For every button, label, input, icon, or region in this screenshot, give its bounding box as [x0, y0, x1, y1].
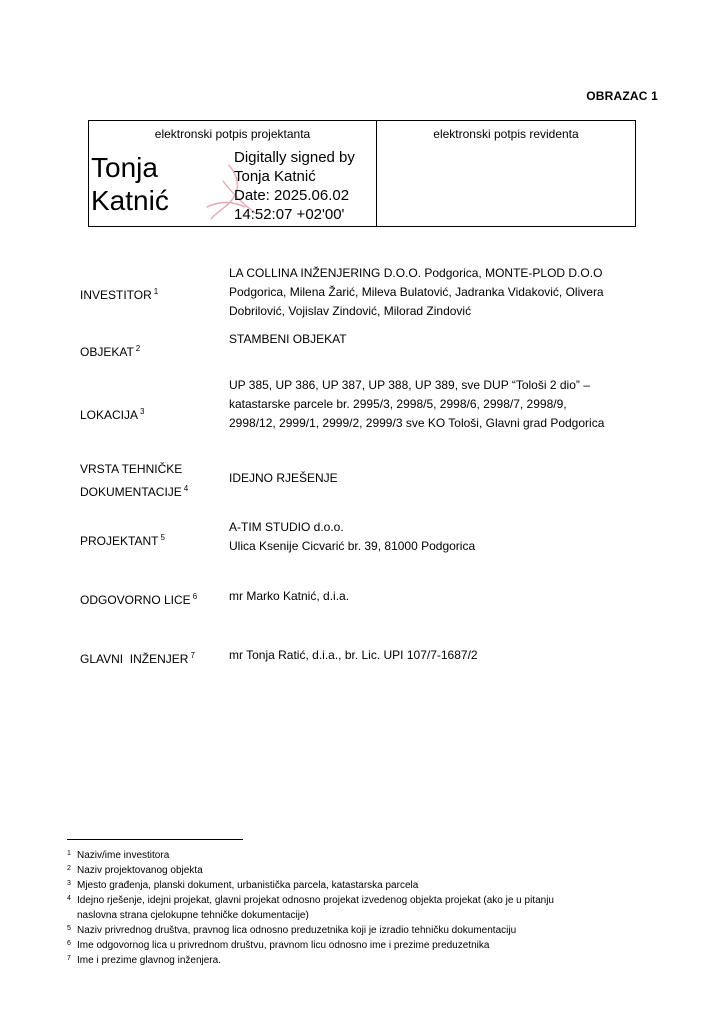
footnote-line: Mjesto građenja, planski dokument, urbanistička parcela, katastarska parcela — [77, 880, 419, 891]
value-line: Podgorica, Milena Žarić, Mileva Bulatović, Jadranka Vidaković, Olivera — [229, 285, 604, 299]
footnote-text — [77, 878, 647, 893]
footnote-item — [67, 953, 647, 968]
reviewer-signature-caption: elektronski potpis revidenta — [433, 127, 579, 141]
value-line: Dobrilović, Vojislav Zindović, Milorad Zindović — [229, 304, 472, 318]
reviewer-signature-cell — [377, 121, 635, 226]
field-value-odgovorno-lice — [229, 587, 649, 606]
footnote-number: 4 — [67, 895, 71, 902]
footnote-line: Naziv projektovanog objekta — [77, 865, 203, 876]
field-value-projektant — [229, 518, 649, 556]
signature-table — [88, 120, 636, 227]
label-text: INVESTITOR — [80, 288, 152, 302]
footnote-text — [77, 893, 647, 923]
signed-by-name: Tonja Katnić — [234, 168, 316, 185]
footnote-separator — [67, 839, 243, 840]
footnote-ref: 3 — [140, 407, 145, 416]
field-value-investitor — [229, 264, 649, 321]
signer-last-name: Katnić — [91, 185, 169, 216]
value-line: IDEJNO RJEŠENJE — [229, 471, 338, 485]
value-line: LA COLLINA INŽENJERING D.O.O. Podgorica, MONTE-PLOD D.O.O — [229, 266, 603, 280]
footnote-number: 5 — [67, 925, 71, 932]
field-value-objekat — [229, 330, 649, 349]
field-label-projektant — [80, 528, 165, 551]
footnote-line: Idejno rješenje, idejni projekat, glavni projekat odnosno projekat izvedenog objekta projekat (ako je u pitanju — [77, 895, 554, 906]
footnote-number: 3 — [67, 880, 71, 887]
field-value-vrsta-dokumentacije — [229, 469, 649, 488]
footnote-ref: 5 — [160, 533, 165, 542]
footnotes — [67, 848, 647, 968]
footnote-item — [67, 938, 647, 953]
footnote-number: 1 — [67, 850, 71, 857]
signer-first-name: Tonja — [91, 152, 158, 183]
field-value-lokacija — [229, 376, 649, 433]
signature-details — [234, 148, 355, 224]
footnote-text — [77, 848, 647, 863]
label-text: DOKUMENTACIJE — [80, 485, 182, 499]
field-label-glavni-inzenjer — [80, 646, 195, 669]
field-label-odgovorno-lice — [80, 587, 197, 610]
footnote-item — [67, 893, 647, 923]
footnote-ref: 6 — [192, 592, 198, 601]
label-text: OBJEKAT — [80, 345, 134, 359]
field-label-vrsta-dokumentacije — [80, 460, 188, 502]
footnote-text — [77, 938, 647, 953]
field-label-lokacija — [80, 402, 144, 425]
signed-by-line: Digitally signed by — [234, 149, 355, 166]
footnote-number: 6 — [67, 940, 71, 947]
footnote-line: Naziv/ime investitora — [77, 850, 170, 861]
label-text: LOKACIJA — [80, 408, 139, 422]
footnote-number: 2 — [67, 865, 71, 872]
value-line: mr Marko Katnić, d.i.a. — [229, 589, 350, 603]
label-text: PROJEKTANT — [80, 534, 159, 548]
footnote-line: Ime i prezime glavnog inženjera. — [77, 955, 221, 966]
value-line: A-TIM STUDIO d.o.o. — [229, 520, 344, 534]
value-line: mr Tonja Ratić, d.i.a., br. Lic. UPI 107/7-1687/2 — [229, 648, 478, 662]
form-label: OBRAZAC 1 — [586, 89, 658, 103]
footnote-text — [77, 953, 647, 968]
field-label-objekat — [80, 339, 140, 362]
footnote-ref: 7 — [190, 651, 195, 660]
footnote-ref: 4 — [183, 484, 189, 493]
footnote-ref: 2 — [135, 344, 141, 353]
footnote-number: 7 — [67, 955, 71, 962]
designer-signature-caption: elektronski potpis projektanta — [154, 127, 311, 141]
value-line: 2998/12, 2999/1, 2999/2, 2999/3 sve KO Tološi, Glavni grad Podgorica — [229, 416, 605, 430]
label-text: ODGOVORNO LICE — [80, 593, 191, 607]
signature-time: 14:52:07 +02'00' — [234, 206, 345, 223]
designer-signature-cell — [89, 121, 377, 226]
field-label-investitor — [80, 282, 158, 305]
footnote-ref: 1 — [153, 287, 159, 296]
signer-name — [91, 151, 169, 217]
label-text: GLAVNI INŽENJER — [80, 652, 189, 666]
footnote-text — [77, 863, 647, 878]
footnote-line: Naziv privrednog društva, pravnog lica odnosno preduzetnika koji je izradio tehničku dokumentaciju — [77, 925, 517, 936]
footnote-text — [77, 923, 647, 938]
footnote-line: Ime odgovornog lica u privrednom društvu, pravnom licu odnosno ime i prezime preduzetnika — [77, 940, 490, 951]
value-line: Ulica Ksenije Cicvarić br. 39, 81000 Podgorica — [229, 539, 476, 553]
footnote-line: naslovna strana cjelokupne tehničke dokumentacije) — [77, 910, 309, 921]
footnote-item — [67, 863, 647, 878]
footnote-item — [67, 878, 647, 893]
field-value-glavni-inzenjer — [229, 646, 649, 665]
label-text: VRSTA TEHNIČKE — [80, 462, 183, 476]
footnote-item — [67, 848, 647, 863]
value-line: STAMBENI OBJEKAT — [229, 332, 347, 346]
value-line: UP 385, UP 386, UP 387, UP 388, UP 389, sve DUP “Tološi 2 dio” – — [229, 378, 590, 392]
footnote-item — [67, 923, 647, 938]
signature-date: Date: 2025.06.02 — [234, 187, 350, 204]
value-line: katastarske parcele br. 2995/3, 2998/5, 2998/6, 2998/7, 2998/9, — [229, 397, 567, 411]
